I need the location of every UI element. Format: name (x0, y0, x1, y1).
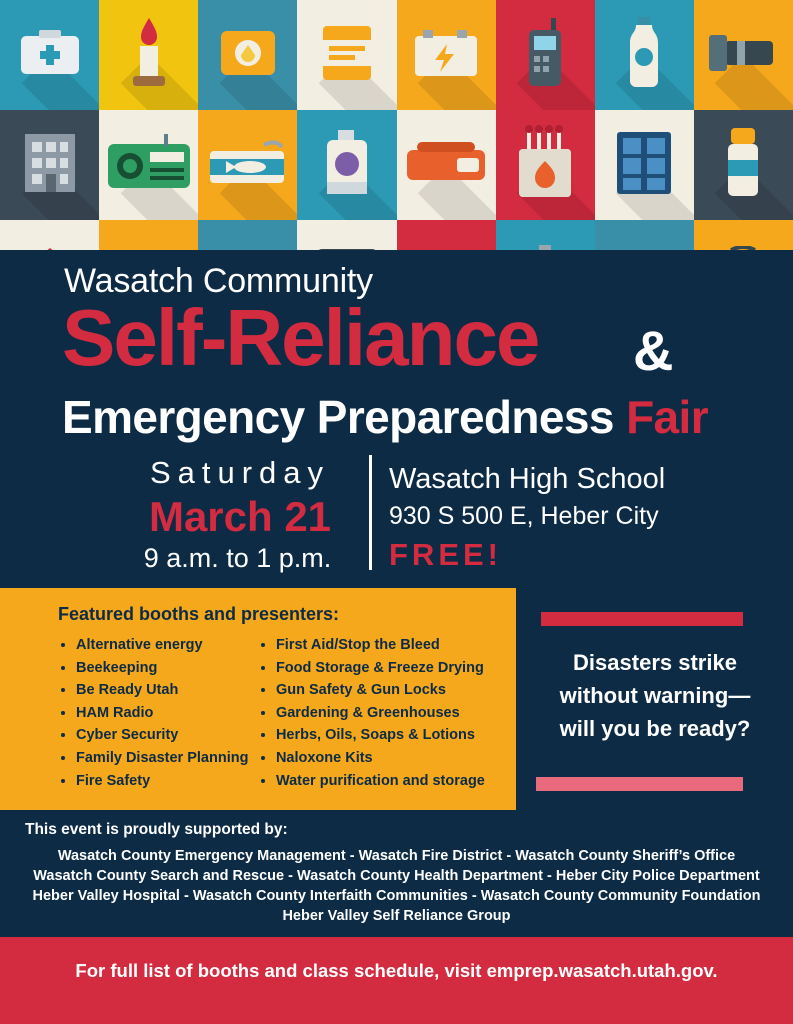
mosaic-tile-thermos (694, 110, 793, 220)
callout-line-1: Disasters strike (573, 650, 737, 675)
icon-mosaic (0, 0, 793, 250)
mosaic-tile-canned-food (297, 0, 396, 110)
mosaic-tile-generator (397, 110, 496, 220)
mosaic-tile-lantern (694, 220, 793, 250)
mosaic-tile-flashlight (694, 0, 793, 110)
footer-bar (0, 937, 793, 1024)
solar-panel-icon (613, 128, 675, 203)
canned-food-icon (319, 22, 375, 89)
headline-self-reliance: Self-Reliance (62, 293, 539, 382)
callout-panel (516, 588, 793, 810)
list-item: • Herbs, Oils, Soaps & Lotions (276, 724, 508, 747)
radio-icon (104, 134, 194, 197)
supporters-lead: This event is proudly supported by: (25, 821, 288, 838)
mosaic-tile-battery (397, 0, 496, 110)
respirator-icon (411, 249, 481, 251)
event-day: Saturday (149, 455, 331, 490)
mosaic-tile-respirator (397, 220, 496, 250)
list-item: • First Aid/Stop the Bleed (276, 634, 508, 657)
mosaic-tile-walkie-talkie (496, 0, 595, 110)
booths-title: Featured booths and presenters: (58, 604, 340, 624)
vertical-divider (369, 455, 372, 570)
house-icon (15, 246, 85, 251)
building-icon (19, 130, 81, 201)
booths-column-right (258, 634, 508, 792)
mosaic-tile-matchbox (496, 110, 595, 220)
detergent-bottle-icon (321, 128, 373, 203)
duffel-bag-icon (109, 248, 189, 251)
supporters-list (0, 846, 793, 926)
walkie-talkie-icon (523, 16, 567, 95)
headline-line-3 (62, 390, 708, 444)
mosaic-tile-tablet (297, 220, 396, 250)
list-item: • Water purification and storage (276, 770, 508, 793)
water-bottle-icon (624, 15, 664, 96)
headline-emergency-preparedness: Emergency Preparedness (62, 391, 614, 443)
supporters-section (0, 810, 793, 937)
list-item: • Food Storage & Freeze Drying (276, 657, 508, 680)
callout-line-3: will you be ready? (559, 716, 751, 741)
list-item: • Family Disaster Planning (76, 747, 258, 770)
mosaic-tile-propane (496, 220, 595, 250)
list-item: • Gun Safety & Gun Locks (276, 679, 508, 702)
battery-icon (411, 26, 481, 85)
headline-ampersand: & (633, 319, 674, 382)
event-time: 9 a.m. to 1 p.m. (143, 543, 332, 573)
event-address: 930 S 500 E, Heber City (389, 502, 659, 530)
mosaic-tile-house (0, 220, 99, 250)
flashlight-icon (707, 33, 779, 78)
headline-line-1: Wasatch Community (64, 262, 373, 300)
list-item: • Alternative energy (76, 634, 258, 657)
booths-columns (58, 634, 508, 792)
tablet-icon (314, 247, 380, 251)
mosaic-tile-first-aid-kit (0, 0, 99, 110)
headline-fair: Fair (626, 391, 709, 443)
battery-bank-icon (605, 250, 683, 251)
candle-icon (127, 16, 171, 95)
thermos-icon (722, 126, 764, 205)
list-item: • Naloxone Kits (276, 747, 508, 770)
supply-box-icon (211, 248, 285, 251)
footer-text: For full list of booths and class schedule, visit emprep.wasatch.utah.gov. (75, 960, 718, 981)
title-block (0, 250, 793, 588)
mosaic-tile-battery-bank (595, 220, 694, 250)
callout-bar-bottom (536, 777, 743, 791)
mosaic-tile-radio (99, 110, 198, 220)
event-info-row (0, 455, 793, 575)
list-item: • Be Ready Utah (76, 679, 258, 702)
supporters-line: Heber Valley Hospital - Wasatch County Interfaith Communities - Wasatch County Community Foundation (32, 888, 761, 904)
lantern-icon (721, 246, 765, 251)
mosaic-tile-canned-fish (198, 110, 297, 220)
mosaic-tile-water-bottle (595, 0, 694, 110)
list-item: • Gardening & Greenhouses (276, 702, 508, 725)
callout-bar-top (541, 612, 743, 626)
booths-column-left (58, 634, 258, 792)
propane-icon (521, 243, 569, 251)
mosaic-tile-duffel-bag (99, 220, 198, 250)
mosaic-tile-candle (99, 0, 198, 110)
event-date: March 21 (148, 493, 332, 540)
mosaic-tile-building (0, 110, 99, 220)
first-aid-kit-icon (19, 28, 81, 83)
supporters-line: Wasatch County Emergency Management - Wasatch Fire District - Wasatch County Sheriff’s Office (57, 848, 736, 864)
event-price: FREE! (389, 537, 502, 572)
event-venue: Wasatch High School (389, 463, 666, 495)
supporters-line: Heber Valley Self Reliance Group (282, 908, 511, 924)
mosaic-tile-supply-box (198, 220, 297, 250)
list-item: • HAM Radio (76, 702, 258, 725)
booths-panel (0, 588, 516, 810)
callout-text (526, 646, 784, 745)
list-item: • Cyber Security (76, 724, 258, 747)
mosaic-tile-water-jug (198, 0, 297, 110)
list-item: • Beekeeping (76, 657, 258, 680)
mosaic-tile-detergent-bottle (297, 110, 396, 220)
water-jug-icon (217, 25, 279, 86)
matchbox-icon (515, 125, 575, 206)
generator-icon (403, 140, 489, 191)
canned-fish-icon (206, 137, 290, 194)
supporters-line: Wasatch County Search and Rescue - Wasatch County Health Department - Heber City Police Department (33, 868, 760, 884)
list-item: • Fire Safety (76, 770, 258, 793)
mosaic-tile-solar-panel (595, 110, 694, 220)
callout-line-2: without warning— (559, 683, 751, 708)
